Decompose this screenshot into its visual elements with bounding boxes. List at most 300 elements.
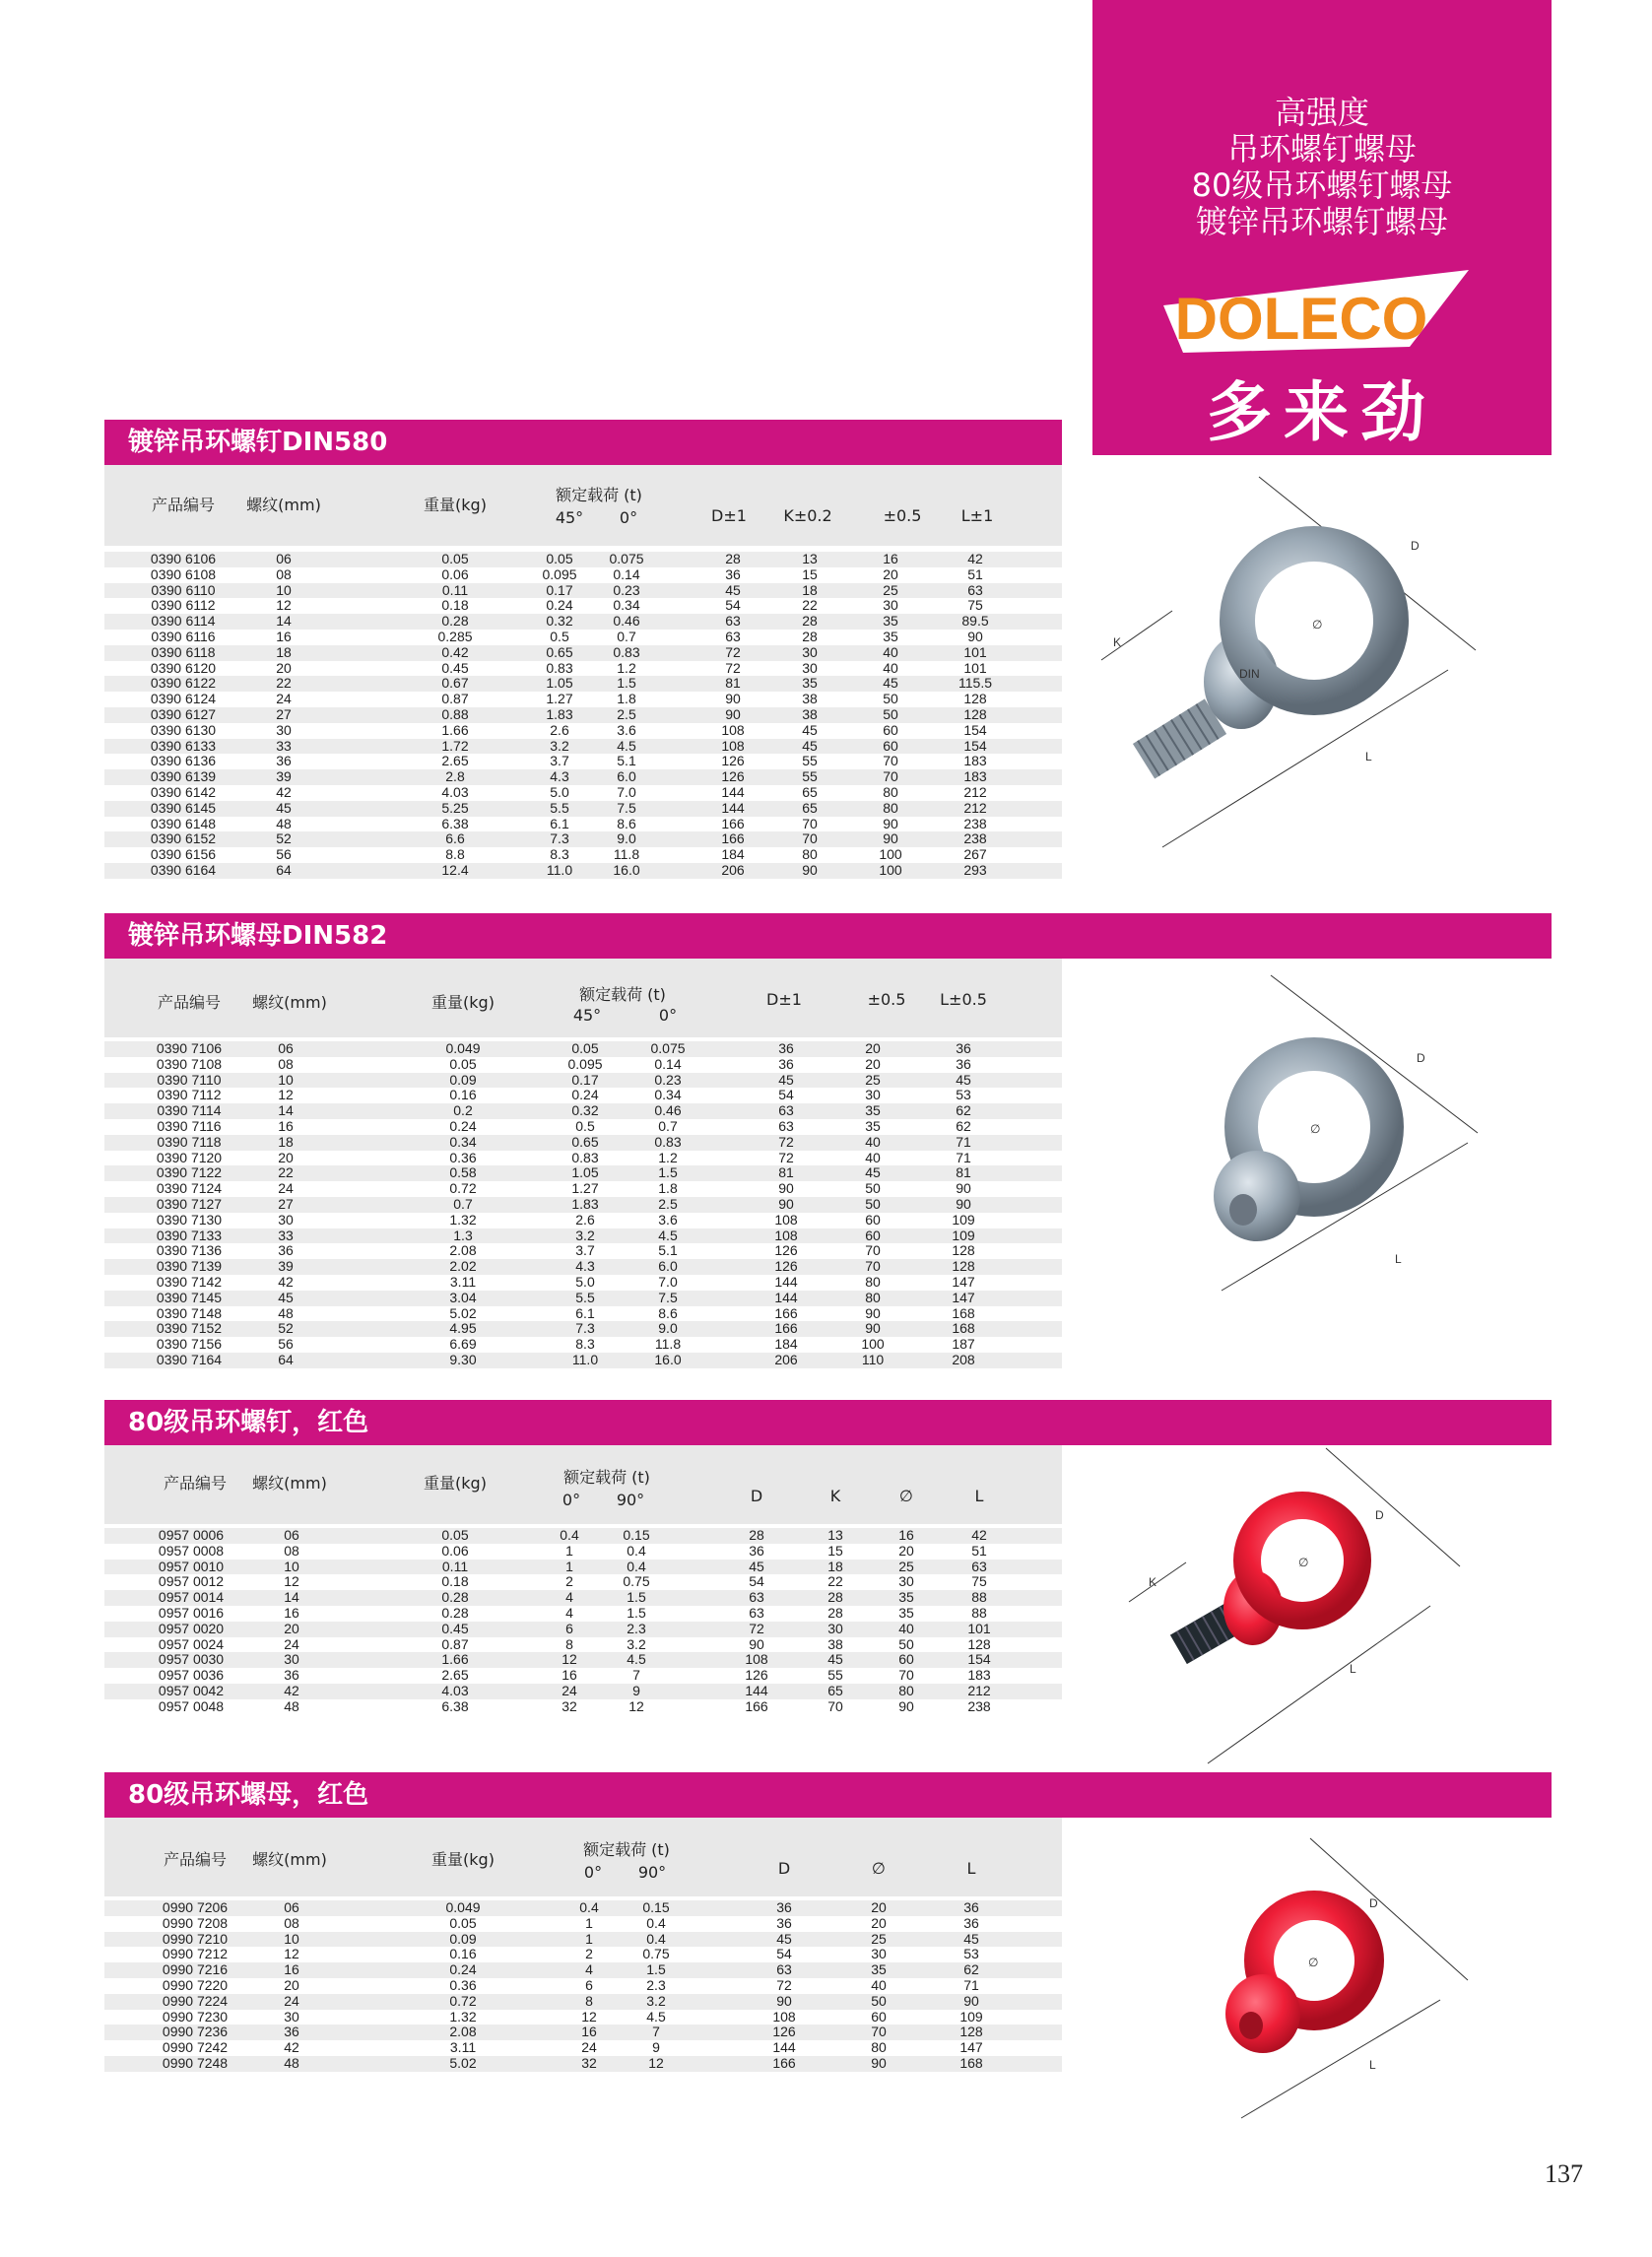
table-cell: 0.83 bbox=[613, 643, 640, 660]
table-cell: 42 bbox=[284, 1682, 299, 1698]
table-cell: 0990 7206 bbox=[162, 1899, 229, 1915]
table-cell: 0390 6152 bbox=[150, 830, 217, 847]
table-cell: 60 bbox=[871, 2008, 887, 2025]
table-cell: 36 bbox=[963, 1899, 979, 1915]
table-row bbox=[104, 661, 1062, 677]
table-cell: 51 bbox=[971, 1542, 987, 1559]
table-cell: 0.5 bbox=[550, 628, 569, 644]
table-cell: 50 bbox=[865, 1180, 881, 1197]
table-cell: 45 bbox=[278, 1289, 294, 1305]
table-row bbox=[104, 831, 1062, 847]
table-cell: 28 bbox=[827, 1604, 843, 1621]
table-cell: 0390 7130 bbox=[156, 1211, 223, 1228]
table-cell: 90 bbox=[956, 1195, 971, 1212]
table-row bbox=[104, 707, 1062, 723]
table-cell: 25 bbox=[883, 581, 898, 598]
table-cell: 1 bbox=[585, 1914, 593, 1931]
table-cell: 1.8 bbox=[658, 1180, 678, 1197]
table-cell: 4.95 bbox=[449, 1320, 477, 1337]
table-cell: 4.5 bbox=[658, 1227, 678, 1243]
eye-bolt-galvanized-figure bbox=[1064, 463, 1497, 896]
header-col-1: D±1 bbox=[711, 506, 747, 525]
table-cell: 1 bbox=[585, 1930, 593, 1947]
table-cell: 3.2 bbox=[575, 1227, 595, 1243]
table-cell: 0957 0006 bbox=[158, 1527, 225, 1543]
table-cell: 22 bbox=[802, 597, 818, 614]
table-cell: 0390 7136 bbox=[156, 1242, 223, 1259]
table-cell: 1.05 bbox=[546, 675, 573, 692]
table-cell: 30 bbox=[898, 1573, 914, 1590]
table-cell: 20 bbox=[276, 659, 292, 676]
table-cell: 72 bbox=[776, 1976, 792, 1993]
table-cell: 3.2 bbox=[550, 737, 569, 754]
table-cell: 9.30 bbox=[449, 1351, 477, 1367]
header-col-3: L±0.5 bbox=[940, 990, 987, 1009]
table-cell: 88 bbox=[971, 1589, 987, 1606]
table-cell: 166 bbox=[721, 830, 745, 847]
table-cell: 1.2 bbox=[617, 659, 636, 676]
table-cell: 144 bbox=[721, 783, 745, 800]
table-cell: 4.5 bbox=[617, 737, 636, 754]
table-cell: 33 bbox=[278, 1227, 294, 1243]
table-cell: 30 bbox=[827, 1620, 843, 1636]
table-cell: 100 bbox=[879, 861, 902, 878]
header-code: 产品编号 bbox=[163, 1474, 228, 1493]
table-cell: 60 bbox=[865, 1227, 881, 1243]
table-cell: 62 bbox=[963, 1961, 979, 1978]
table-cell: 0.11 bbox=[441, 581, 469, 598]
table-cell: 36 bbox=[776, 1899, 792, 1915]
doleco-logo-text: DOLECO bbox=[1174, 286, 1428, 352]
table-cell: 0.5 bbox=[575, 1117, 595, 1134]
table-cell: 128 bbox=[952, 1258, 975, 1275]
table-cell: 109 bbox=[952, 1211, 975, 1228]
table-cell: 101 bbox=[963, 659, 987, 676]
table-cell: 0.75 bbox=[623, 1573, 650, 1590]
table-cell: 168 bbox=[952, 1304, 975, 1321]
label-l: L bbox=[1369, 2058, 1376, 2072]
table-cell: 28 bbox=[802, 613, 818, 630]
table-cell: 0390 6145 bbox=[150, 799, 217, 816]
table-cell: 30 bbox=[284, 2008, 299, 2025]
table-row bbox=[104, 754, 1062, 769]
table-cell: 126 bbox=[772, 2024, 796, 2040]
table-cell: 0957 0008 bbox=[158, 1542, 225, 1559]
table-cell: 0990 7216 bbox=[162, 1961, 229, 1978]
table-cell: 1.66 bbox=[441, 1651, 469, 1668]
table-cell: 108 bbox=[774, 1227, 798, 1243]
table-cell: 65 bbox=[802, 799, 818, 816]
table-cell: 166 bbox=[774, 1320, 798, 1337]
table-cell: 0990 7224 bbox=[162, 1992, 229, 2009]
table-cell: 18 bbox=[827, 1558, 843, 1574]
table-cell: 90 bbox=[883, 815, 898, 831]
table-cell: 55 bbox=[802, 768, 818, 785]
label-diameter: ∅ bbox=[1298, 1556, 1309, 1569]
table-row bbox=[104, 1243, 1062, 1259]
table-cell: 147 bbox=[959, 2039, 983, 2056]
table-cell: 4.3 bbox=[550, 768, 569, 785]
table-cell: 36 bbox=[284, 2024, 299, 2040]
table-cell: 126 bbox=[721, 753, 745, 769]
table-cell: 38 bbox=[802, 691, 818, 707]
table-cell: 5.5 bbox=[550, 799, 569, 816]
header-load-b: 0° bbox=[619, 508, 638, 527]
table-cell: 0390 6139 bbox=[150, 768, 217, 785]
table-cell: 42 bbox=[284, 2039, 299, 2056]
label-l: L bbox=[1395, 1252, 1402, 1266]
table-row bbox=[104, 1337, 1062, 1353]
table-cell: 16 bbox=[883, 551, 898, 566]
table-cell: 71 bbox=[963, 1976, 979, 1993]
table-cell: 16 bbox=[276, 628, 292, 644]
table-cell: 1.72 bbox=[441, 737, 469, 754]
table-cell: 144 bbox=[745, 1682, 768, 1698]
table-cell: 168 bbox=[952, 1320, 975, 1337]
header-thread: 螺纹(mm) bbox=[252, 993, 327, 1012]
table-cell: 128 bbox=[952, 1242, 975, 1259]
table-cell: 75 bbox=[971, 1573, 987, 1590]
table-cell: 2.02 bbox=[449, 1258, 477, 1275]
table-cell: 63 bbox=[776, 1961, 792, 1978]
table-cell: 30 bbox=[871, 1946, 887, 1962]
table-cell: 30 bbox=[276, 721, 292, 738]
table-cell: 06 bbox=[284, 1527, 299, 1543]
table-cell: 18 bbox=[276, 643, 292, 660]
table-cell: 45 bbox=[802, 737, 818, 754]
table-cell: 2.6 bbox=[575, 1211, 595, 1228]
table-cell: 0.285 bbox=[437, 628, 473, 644]
table-cell: 38 bbox=[827, 1635, 843, 1652]
table-cell: 0990 7230 bbox=[162, 2008, 229, 2025]
table-cell: 54 bbox=[749, 1573, 764, 1590]
table-cell: 4.3 bbox=[575, 1258, 595, 1275]
table-cell: 12 bbox=[276, 597, 292, 614]
table-cell: 168 bbox=[959, 2054, 983, 2071]
table-cell: 0.65 bbox=[546, 643, 573, 660]
table-row bbox=[104, 1073, 1062, 1089]
table-cell: 0390 7145 bbox=[156, 1289, 223, 1305]
table-cell: 0.72 bbox=[449, 1992, 477, 2009]
table-cell: 40 bbox=[898, 1620, 914, 1636]
table-cell: 0.05 bbox=[449, 1914, 477, 1931]
table-row bbox=[104, 863, 1062, 879]
table-cell: 20 bbox=[284, 1976, 299, 1993]
header-load: 额定载荷 (t) bbox=[583, 1840, 670, 1859]
table-cell: 0957 0024 bbox=[158, 1635, 225, 1652]
table-cell: 90 bbox=[725, 691, 741, 707]
table-cell: 0.28 bbox=[441, 1589, 469, 1606]
table-cell: 1.27 bbox=[546, 691, 573, 707]
table-cell: 2.6 bbox=[550, 721, 569, 738]
table-cell: 20 bbox=[871, 1914, 887, 1931]
table-cell: 0390 7164 bbox=[156, 1351, 223, 1367]
table-cell: 5.5 bbox=[575, 1289, 595, 1305]
table-cell: 35 bbox=[898, 1604, 914, 1621]
header-load-a: 0° bbox=[562, 1491, 581, 1509]
table-cell: 60 bbox=[883, 737, 898, 754]
table-din580 bbox=[104, 465, 1062, 879]
table-cell: 70 bbox=[802, 830, 818, 847]
table-cell: 0.28 bbox=[441, 613, 469, 630]
table-cell: 72 bbox=[778, 1133, 794, 1150]
table-cell: 126 bbox=[721, 768, 745, 785]
table-cell: 126 bbox=[774, 1242, 798, 1259]
table-cell: 11.0 bbox=[571, 1351, 599, 1367]
table-cell: 3.7 bbox=[550, 753, 569, 769]
table-cell: 06 bbox=[276, 551, 292, 566]
table-cell: 0.7 bbox=[658, 1117, 678, 1134]
table-row bbox=[104, 1637, 1062, 1653]
table-cell: 6 bbox=[565, 1620, 573, 1636]
table-cell: 90 bbox=[883, 830, 898, 847]
table-cell: 1.5 bbox=[617, 675, 636, 692]
table-cell: 0.06 bbox=[441, 565, 469, 582]
table-cell: 12 bbox=[284, 1573, 299, 1590]
header-code: 产品编号 bbox=[163, 1850, 228, 1869]
table-cell: 89.5 bbox=[961, 613, 989, 630]
table-cell: 54 bbox=[725, 597, 741, 614]
table-cell: 12 bbox=[581, 2008, 597, 2025]
table-cell: 36 bbox=[956, 1040, 971, 1056]
table-cell: 12 bbox=[648, 2054, 664, 2071]
table-cell: 36 bbox=[276, 753, 292, 769]
section-title-grade80-screw: 80级吊环螺钉，红色 bbox=[104, 1400, 1552, 1445]
table-cell: 0390 7108 bbox=[156, 1055, 223, 1072]
table-cell: 30 bbox=[278, 1211, 294, 1228]
table-cell: 0.09 bbox=[449, 1930, 477, 1947]
table-row bbox=[104, 1088, 1062, 1103]
table-cell: 0.7 bbox=[453, 1195, 473, 1212]
table-cell: 45 bbox=[778, 1071, 794, 1088]
table-cell: 40 bbox=[865, 1149, 881, 1165]
header-load-a: 45° bbox=[555, 508, 584, 527]
table-cell: 0390 7152 bbox=[156, 1320, 223, 1337]
table-cell: 28 bbox=[802, 628, 818, 644]
table-cell: 63 bbox=[749, 1589, 764, 1606]
table-cell: 90 bbox=[963, 1992, 979, 2009]
table-cell: 0.4 bbox=[646, 1930, 666, 1947]
table-cell: 147 bbox=[952, 1289, 975, 1305]
table-cell: 7.3 bbox=[550, 830, 569, 847]
table-cell: 0.09 bbox=[449, 1071, 477, 1088]
table-cell: 0957 0016 bbox=[158, 1604, 225, 1621]
table-row bbox=[104, 1994, 1062, 2010]
table-cell: 0.16 bbox=[449, 1087, 477, 1103]
table-header bbox=[104, 959, 1062, 1037]
table-cell: 81 bbox=[778, 1164, 794, 1181]
table-cell: 08 bbox=[284, 1914, 299, 1931]
table-row bbox=[104, 583, 1062, 599]
table-cell: 0.075 bbox=[609, 551, 644, 566]
table-row bbox=[104, 645, 1062, 661]
table-cell: 0390 6142 bbox=[150, 783, 217, 800]
table-cell: 0390 7139 bbox=[156, 1258, 223, 1275]
table-cell: 0.4 bbox=[560, 1527, 579, 1543]
table-cell: 65 bbox=[802, 783, 818, 800]
table-cell: 9 bbox=[632, 1682, 640, 1698]
table-cell: 63 bbox=[725, 613, 741, 630]
table-cell: 144 bbox=[774, 1273, 798, 1290]
table-cell: 0.36 bbox=[449, 1976, 477, 1993]
table-row bbox=[104, 1622, 1062, 1637]
table-cell: 6.0 bbox=[617, 768, 636, 785]
table-row bbox=[104, 692, 1062, 707]
table-cell: 70 bbox=[883, 768, 898, 785]
table-row bbox=[104, 1197, 1062, 1213]
table-cell: 0390 6133 bbox=[150, 737, 217, 754]
table-row bbox=[104, 676, 1062, 692]
table-cell: 75 bbox=[967, 597, 983, 614]
table-cell: 2 bbox=[565, 1573, 573, 1590]
table-cell: 6.1 bbox=[550, 815, 569, 831]
table-cell: 60 bbox=[865, 1211, 881, 1228]
table-cell: 212 bbox=[963, 783, 987, 800]
table-cell: 0957 0010 bbox=[158, 1558, 225, 1574]
table-cell: 80 bbox=[898, 1682, 914, 1698]
table-cell: 0.24 bbox=[546, 597, 573, 614]
table-cell: 0.049 bbox=[445, 1040, 481, 1056]
table-cell: 1.5 bbox=[627, 1589, 646, 1606]
table-cell: 8 bbox=[585, 1992, 593, 2009]
table-cell: 33 bbox=[276, 737, 292, 754]
table-cell: 60 bbox=[883, 721, 898, 738]
table-cell: 128 bbox=[963, 705, 987, 722]
table-cell: 0.06 bbox=[441, 1542, 469, 1559]
table-cell: 0957 0020 bbox=[158, 1620, 225, 1636]
table-cell: 0.42 bbox=[441, 643, 469, 660]
table-cell: 0.36 bbox=[449, 1149, 477, 1165]
table-cell: 1.66 bbox=[441, 721, 469, 738]
table-cell: 4 bbox=[565, 1604, 573, 1621]
table-cell: 16 bbox=[284, 1604, 299, 1621]
table-cell: 0390 7114 bbox=[157, 1102, 222, 1119]
table-cell: 71 bbox=[956, 1149, 971, 1165]
table-cell: 0.87 bbox=[441, 1635, 469, 1652]
table-cell: 6.0 bbox=[658, 1258, 678, 1275]
table-cell: 48 bbox=[284, 2054, 299, 2071]
table-row bbox=[104, 1119, 1062, 1135]
table-cell: 64 bbox=[278, 1351, 294, 1367]
table-cell: 0990 7220 bbox=[162, 1976, 229, 1993]
table-cell: 0390 7106 bbox=[156, 1040, 223, 1056]
table-cell: 0.28 bbox=[441, 1604, 469, 1621]
table-cell: 90 bbox=[898, 1697, 914, 1714]
table-cell: 88 bbox=[971, 1604, 987, 1621]
table-row bbox=[104, 1544, 1062, 1560]
table-cell: 90 bbox=[802, 861, 818, 878]
table-cell: 0.75 bbox=[642, 1946, 670, 1962]
table-cell: 90 bbox=[725, 705, 741, 722]
table-row bbox=[104, 630, 1062, 645]
table-row bbox=[104, 1213, 1062, 1228]
table-cell: 0390 7116 bbox=[157, 1117, 222, 1134]
table-cell: 0390 6112 bbox=[151, 597, 216, 614]
header-col-3: ±0.5 bbox=[883, 506, 922, 525]
table-row bbox=[104, 739, 1062, 755]
table-row bbox=[104, 817, 1062, 832]
table-cell: 10 bbox=[276, 581, 292, 598]
table-row bbox=[104, 1135, 1062, 1151]
table-row bbox=[104, 785, 1062, 801]
table-cell: 0.7 bbox=[617, 628, 636, 644]
table-cell: 62 bbox=[956, 1117, 971, 1134]
header-load: 额定载荷 (t) bbox=[579, 985, 666, 1004]
table-cell: 51 bbox=[967, 565, 983, 582]
table-cell: 5.02 bbox=[449, 1304, 477, 1321]
table-cell: 2.3 bbox=[627, 1620, 646, 1636]
table-body bbox=[104, 1037, 1062, 1368]
table-header bbox=[104, 1818, 1062, 1896]
table-cell: 60 bbox=[898, 1651, 914, 1668]
table-row bbox=[104, 614, 1062, 630]
table-cell: 7 bbox=[652, 2024, 660, 2040]
table-cell: 6.38 bbox=[441, 815, 469, 831]
table-cell: 81 bbox=[725, 675, 741, 692]
table-cell: 8.6 bbox=[658, 1304, 678, 1321]
table-cell: 0.23 bbox=[654, 1071, 682, 1088]
label-l: L bbox=[1365, 750, 1372, 763]
table-cell: 3.2 bbox=[627, 1635, 646, 1652]
table-cell: 16.0 bbox=[613, 861, 640, 878]
table-row bbox=[104, 1699, 1062, 1715]
table-cell: 0.17 bbox=[546, 581, 573, 598]
table-cell: 1 bbox=[565, 1558, 573, 1574]
table-row bbox=[104, 847, 1062, 863]
table-cell: 40 bbox=[871, 1976, 887, 1993]
table-cell: 1.83 bbox=[546, 705, 573, 722]
table-row bbox=[104, 1606, 1062, 1622]
table-cell: 53 bbox=[963, 1946, 979, 1962]
table-cell: 36 bbox=[725, 565, 741, 582]
table-cell: 32 bbox=[581, 2054, 597, 2071]
table-cell: 28 bbox=[749, 1527, 764, 1543]
table-cell: 36 bbox=[278, 1242, 294, 1259]
table-cell: 24 bbox=[276, 691, 292, 707]
table-cell: 0.14 bbox=[654, 1055, 682, 1072]
table-cell: 144 bbox=[772, 2039, 796, 2056]
table-cell: 108 bbox=[745, 1651, 768, 1668]
table-cell: 110 bbox=[861, 1351, 885, 1367]
table-cell: 1.8 bbox=[617, 691, 636, 707]
table-cell: 11.8 bbox=[613, 846, 640, 863]
table-cell: 0.83 bbox=[571, 1149, 599, 1165]
table-row bbox=[104, 1684, 1062, 1699]
table-cell: 50 bbox=[883, 705, 898, 722]
label-l: L bbox=[1350, 1662, 1356, 1676]
table-cell: 267 bbox=[963, 846, 987, 863]
table-row bbox=[104, 1574, 1062, 1590]
table-cell: 0.05 bbox=[571, 1040, 599, 1056]
table-cell: 109 bbox=[952, 1227, 975, 1243]
table-cell: 70 bbox=[827, 1697, 843, 1714]
table-cell: 0390 6116 bbox=[151, 628, 216, 644]
table-cell: 166 bbox=[721, 815, 745, 831]
header-code: 产品编号 bbox=[151, 496, 216, 514]
table-cell: 1 bbox=[565, 1542, 573, 1559]
table-cell: 27 bbox=[276, 705, 292, 722]
label-k: K bbox=[1113, 635, 1122, 649]
table-cell: 20 bbox=[898, 1542, 914, 1559]
table-cell: 108 bbox=[774, 1211, 798, 1228]
table-cell: 06 bbox=[278, 1040, 294, 1056]
table-row bbox=[104, 2040, 1062, 2056]
table-cell: 30 bbox=[802, 659, 818, 676]
table-cell: 5.0 bbox=[575, 1273, 595, 1290]
table-row bbox=[104, 552, 1062, 567]
table-cell: 0390 6114 bbox=[151, 613, 216, 630]
header-weight: 重量(kg) bbox=[424, 1474, 487, 1493]
